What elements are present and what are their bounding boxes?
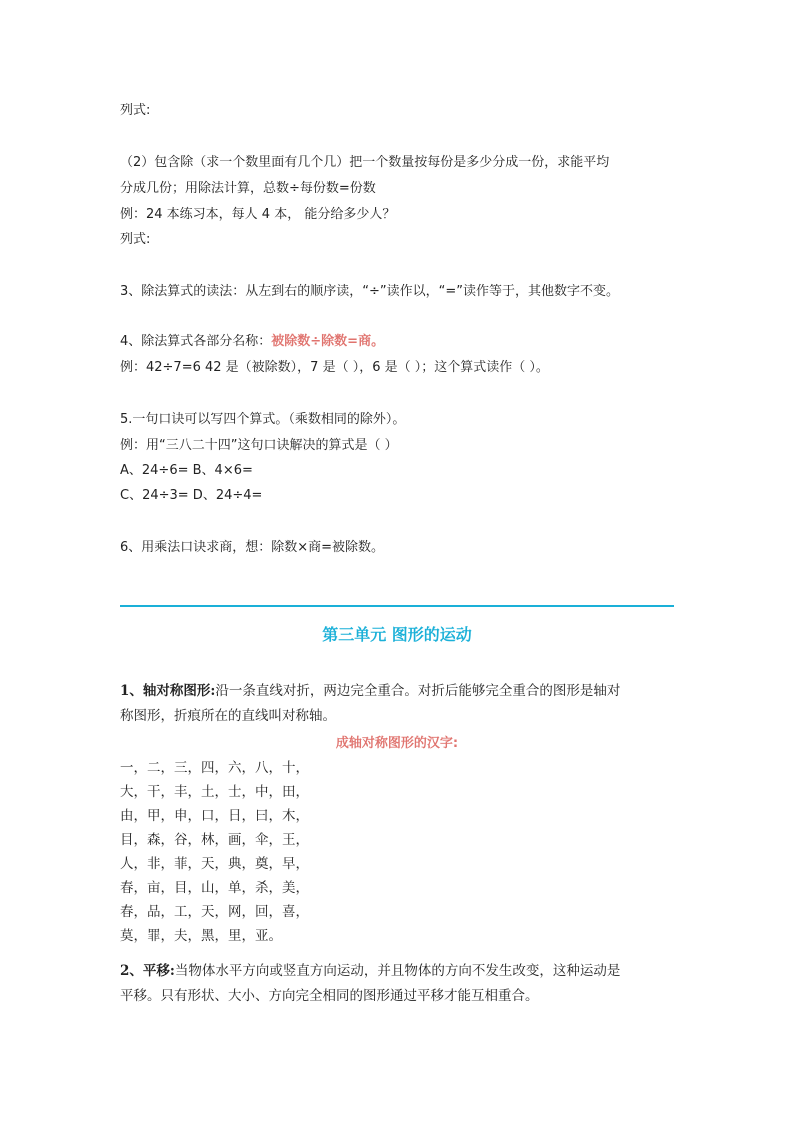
char-row: 春，品，工，天，网，回，喜， [120,904,309,920]
division-parts-prefix: 4、除法算式各部分名称： [120,334,272,349]
translation-label: 2、平移: [120,963,175,979]
formula-label-2: 列式: [120,232,151,247]
option-a-b: A、24÷6= B、4×6= [120,463,253,478]
option-c-d: C、24÷3= D、24÷4= [120,488,263,503]
symmetric-characters-title: 成轴对称图形的汉字: [335,736,459,751]
axial-symmetry-text: 沿一条直线对折，两边完全重合。对折后能够完全重合的图形是轴对 [215,683,621,699]
unit-title: 第三单元 图形的运动 [322,625,472,644]
containment-division-line-1: （2）包含除（求一个数里面有几个几）把一个数量按每份是多少分成一份，求能平均 [120,155,610,170]
translation-text: 当物体水平方向或竖直方向运动，并且物体的方向不发生改变，这种运动是 [174,963,621,979]
division-parts-example: 例：42÷7=6 42 是（被除数），7 是（ ），6 是（ ）；这个算式读作（ ）。 [120,360,549,375]
mnemonic-example: 例：用“三八二十四”这句口诀解决的算式是（ ） [120,438,398,453]
axial-symmetry-line-1 [120,681,620,701]
division-parts [120,332,384,352]
section-divider [120,605,674,607]
axial-symmetry-label: 1、轴对称图形: [120,683,216,699]
char-row: 人，非，菲，天，典，奠，早， [120,856,309,872]
char-row: 由，甲，申，口，日，曰，木， [120,808,309,824]
reading-rule: 3、除法算式的读法：从左到右的顺序读，“÷”读作以，“=”读作等于，其他数字不变。 [120,284,619,299]
char-row: 大，干，丰，土，士，中，田， [120,784,309,800]
containment-division-line-2: 分成几份；用除法计算，总数÷每份数=份数 [120,181,376,196]
mnemonic-rule: 5.一句口诀可以写四个算式。（乘数相同的除外）。 [120,412,406,427]
division-parts-highlight: 被除数÷除数=商。 [271,334,385,349]
char-row: 春，亩，目，山，单，杀，美， [120,880,309,896]
quotient-rule: 6、用乘法口诀求商，想：除数×商=被除数。 [120,540,385,555]
char-row: 目，森，谷，林，画，伞，王， [120,832,309,848]
char-row: 一，二，三，四，六，八，十， [120,760,309,776]
char-row: 莫，罪，夫，黑，里，亚。 [120,928,282,944]
axial-symmetry-line-2: 称图形，折痕所在的直线叫对称轴。 [120,708,336,724]
translation-line-2: 平移。只有形状、大小、方向完全相同的图形通过平移才能互相重合。 [120,988,539,1004]
translation-line-1 [120,961,620,981]
formula-label: 列式: [120,103,151,118]
example-line: 例：24 本练习本，每人 4 本， 能分给多少人？ [120,207,396,222]
